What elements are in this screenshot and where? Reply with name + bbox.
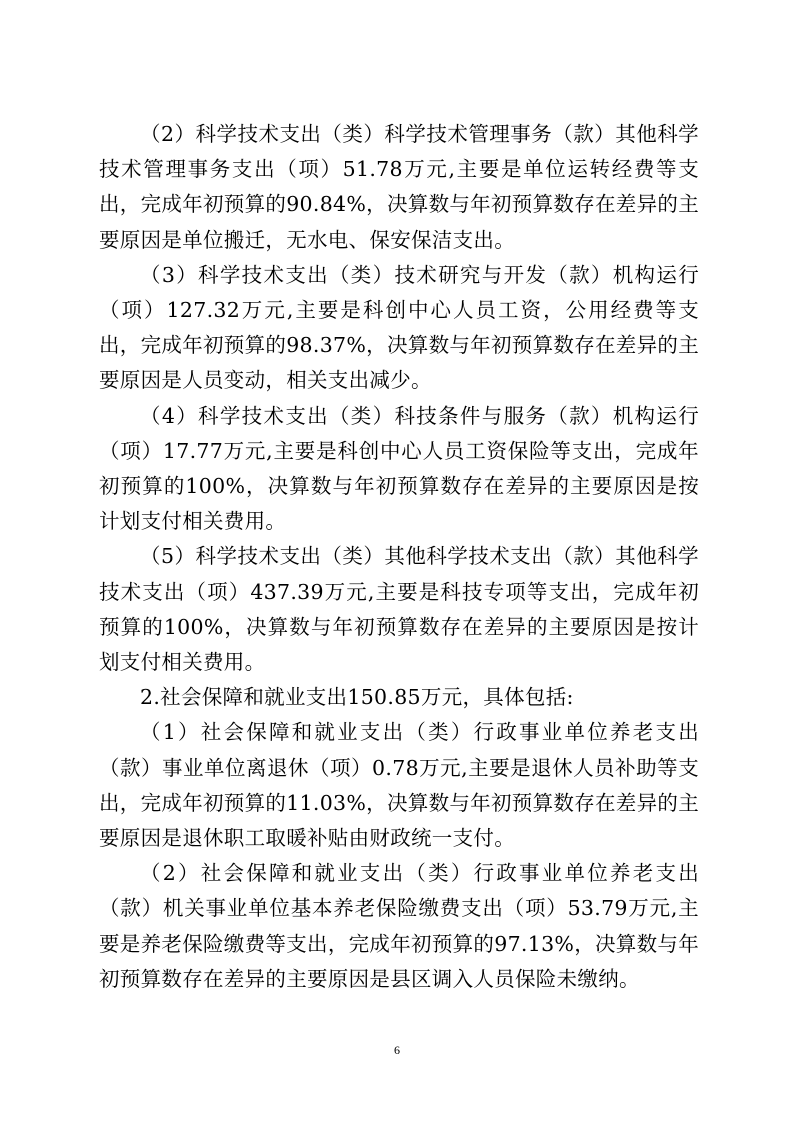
paragraph-research-development: （3）科学技术支出（类）技术研究与开发（款）机构运行（项）127.32万元,主要是科创中心人员工资，公用经费等支出，完成年初预算的98.37%，决算数与年初预算数存在差异的主要原因是人员变动，相关支出减少。	[99, 262, 699, 393]
paragraph-other-science: （5）科学技术支出（类）其他科学技术支出（款）其他科学技术支出（项）437.39万元,主要是科技专项等支出，完成年初预算的100%，决算数与年初预算数存在差异的主要原因是按计划支付相关费用。	[99, 544, 699, 675]
paragraph-science-management: （2）科学技术支出（类）科学技术管理事务（款）其他科学技术管理事务支出（项）51.78万元,主要是单位运转经费等支出，完成年初预算的90.84%，决算数与年初预算数存在差异的主要原因是单位搬迁，无水电、保安保洁支出。	[99, 122, 699, 252]
page-number: 6	[394, 1043, 400, 1057]
paragraph-social-security-heading: 2.社会保障和就业支出150.85万元，具体包括:	[140, 685, 574, 710]
document-body	[99, 117, 699, 997]
paragraph-retirement: （1）社会保障和就业支出（类）行政事业单位养老支出（款）事业单位离退休（项）0.78万元,主要是退休人员补助等支出，完成年初预算的11.03%，决算数与年初预算数存在差异的主要原因是退休职工取暖补贴由财政统一支付。	[99, 720, 699, 851]
paragraph-tech-services: （4）科学技术支出（类）科技条件与服务（款）机构运行（项）17.77万元,主要是科创中心人员工资保险等支出，完成年初预算的100%，决算数与年初预算数存在差异的主要原因是按计划支付相关费用。	[99, 403, 699, 534]
paragraph-pension-insurance: （2）社会保障和就业支出（类）行政事业单位养老支出（款）机关事业单位基本养老保险缴费支出（项）53.79万元,主要是养老保险缴费等支出，完成年初预算的97.13%，决算数与年初预算数存在差异的主要原因是县区调入人员保险未缴纳。	[99, 861, 699, 991]
